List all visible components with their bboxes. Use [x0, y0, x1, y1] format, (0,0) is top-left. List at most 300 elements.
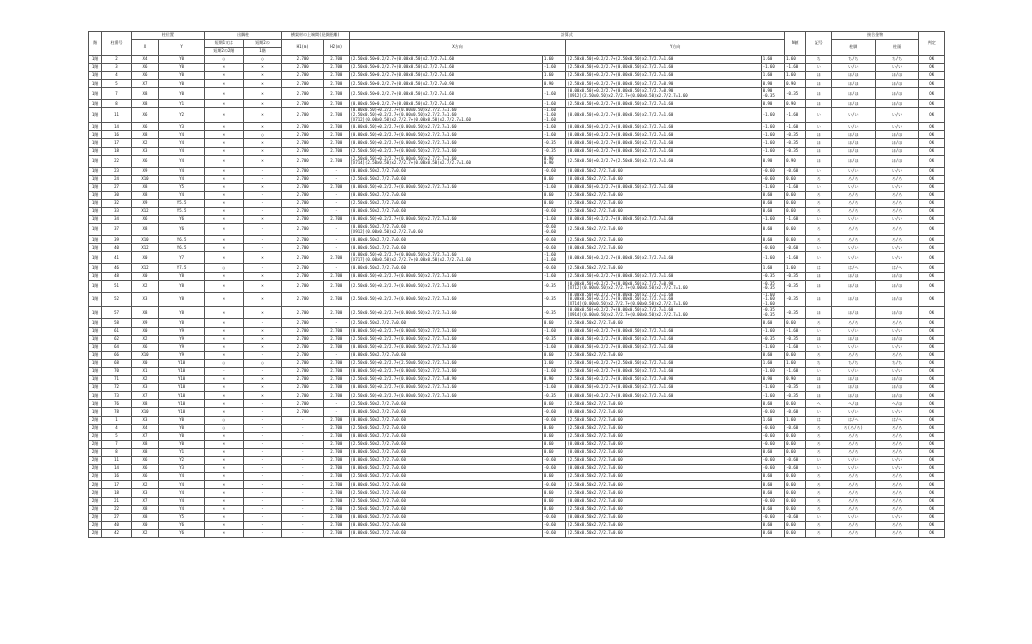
cell-column-no: 8 — [102, 100, 132, 108]
cell-joint-a: ろ/ろ — [831, 473, 875, 481]
cell-n-value: 1.60 — [785, 359, 806, 367]
cell-h2: 2.700 — [324, 368, 349, 376]
table-row — [89, 175, 945, 183]
cell-calc-y — [566, 513, 761, 521]
cell-calc-x-line: (0.00x0.50+0.2/2.7+(0.00x0.50)x2.7/2.7=1.60 — [350, 100, 455, 106]
cell-column-no: 22 — [102, 155, 132, 167]
cell-joint-b: ち/ち — [875, 56, 919, 64]
cell-mark: ろ — [806, 521, 831, 529]
cell-n-value: -0.60 — [785, 244, 806, 252]
cell-h2: 2.700 — [324, 465, 349, 473]
cell-verdict: OK — [919, 72, 945, 80]
cell-pos-y: Y10 — [159, 368, 205, 376]
cell-exit-b: × — [243, 327, 282, 335]
cell-pos-y: Y6.5 — [159, 236, 205, 244]
cell-exit-a: × — [205, 216, 244, 224]
cell-verdict: OK — [919, 200, 945, 208]
cell-calc-x — [349, 208, 542, 216]
table-row — [89, 392, 945, 400]
cell-calc-x — [349, 131, 542, 139]
cell-value-y — [761, 200, 784, 208]
cell-column-no: 37 — [102, 224, 132, 236]
cell-floor: 2階 — [89, 424, 102, 432]
table-row — [89, 319, 945, 327]
cell-n-value: -1.60 — [785, 343, 806, 351]
cell-value-x-line: -0.60 — [543, 481, 556, 487]
cell-value-x-line: 1.60 — [543, 56, 554, 62]
cell-value-y — [761, 216, 784, 224]
cell-value-y-line: -0.60 — [762, 244, 775, 250]
cell-pos-y: Y6.5 — [159, 244, 205, 252]
cell-calc-x — [349, 88, 542, 100]
cell-value-x — [542, 175, 565, 183]
cell-joint-b: い/い — [875, 408, 919, 416]
cell-pos-y: Y4 — [159, 155, 205, 167]
cell-verdict: OK — [919, 392, 945, 400]
cell-exit-a: × — [205, 147, 244, 155]
cell-exit-b: ‐ — [243, 236, 282, 244]
cell-exit-b: ‐ — [243, 448, 282, 456]
table-row — [89, 424, 945, 432]
cell-value-x — [542, 208, 565, 216]
cell-column-no: 30 — [102, 191, 132, 199]
cell-calc-y-line: (2.50x0.50)+0.2/2.7+(0.00x0.50)x2.7/2.7=1.60 — [567, 100, 674, 106]
cell-calc-x — [349, 191, 542, 199]
cell-floor: 1階 — [89, 208, 102, 216]
cell-exit-b: ‐ — [243, 208, 282, 216]
cell-calc-y-line: (2.50x0.50x2.7/2.7=0.60 — [567, 522, 623, 528]
cell-pos-x: X8 — [131, 183, 158, 191]
cell-h1: 2.700 — [282, 88, 324, 100]
cell-calc-y — [566, 200, 761, 208]
table-row — [89, 465, 945, 473]
cell-exit-a: × — [205, 432, 244, 440]
cell-value-x — [542, 64, 565, 72]
cell-exit-a: × — [205, 343, 244, 351]
cell-h1: 2.700 — [282, 72, 324, 80]
table-row — [89, 489, 945, 497]
cell-column-no: 18 — [102, 147, 132, 155]
cell-mark: ろ — [806, 432, 831, 440]
cell-exit-a: ○ — [205, 416, 244, 424]
cell-value-x-line: -1.60 — [543, 216, 556, 222]
cell-calc-y — [566, 465, 761, 473]
cell-h2: 2.700 — [324, 392, 349, 400]
cell-calc-y-line: (0.00x0.50)+0.2/2.7+(0.00x0.50)x2.7/2.7=0.90 — [567, 280, 674, 286]
cell-calc-y — [566, 139, 761, 147]
cell-pos-y: Y5 — [159, 183, 205, 191]
cell-calc-y-line: (2.50x0.50)+0.2/2.7+(0.00x0.50)x2.7/2.7=0.90 — [567, 376, 674, 382]
cell-n-value: -0.60 — [785, 424, 806, 432]
cell-calc-x-line: (0.00x0.50x2.7/2.7=0.60 — [350, 236, 406, 242]
cell-value-x-line: -0.60 — [543, 224, 556, 230]
cell-joint-a: い/い — [831, 216, 875, 224]
cell-n-value: 0.60 — [785, 208, 806, 216]
cell-value-y-line: 0.60 — [762, 522, 773, 528]
cell-calc-y-line: (0.00x0.50x2.7/2.7=0.60 — [567, 449, 623, 455]
cell-verdict: OK — [919, 481, 945, 489]
cell-verdict: OK — [919, 252, 945, 264]
cell-exit-a: × — [205, 175, 244, 183]
cell-column-no: 52 — [102, 292, 132, 307]
cell-calc-y — [566, 521, 761, 529]
cell-floor: 2階 — [89, 521, 102, 529]
table-row — [89, 457, 945, 465]
cell-verdict: OK — [919, 123, 945, 131]
cell-n-value: 0.90 — [785, 155, 806, 167]
cell-column-no: 11 — [102, 108, 132, 123]
cell-value-y — [761, 72, 784, 80]
cell-h2: 2.700 — [324, 123, 349, 131]
cell-value-y-line: 0.90 — [762, 157, 773, 163]
table-row — [89, 376, 945, 384]
cell-mark: ほ — [806, 292, 831, 307]
cell-exit-a: × — [205, 440, 244, 448]
cell-exit-a: × — [205, 319, 244, 327]
cell-h1: 2.700 — [282, 108, 324, 123]
cell-column-no: 23 — [102, 167, 132, 175]
cell-joint-b: ほ/ほ — [875, 72, 919, 80]
table-row — [89, 139, 945, 147]
cell-joint-a: ほ/ほ — [831, 147, 875, 155]
cell-value-x-line: -1.60 — [543, 343, 556, 349]
cell-column-no: 73 — [102, 392, 132, 400]
cell-pos-y: Y7.5 — [159, 264, 205, 272]
cell-h2: 2.700 — [324, 343, 349, 351]
cell-calc-y — [566, 424, 761, 432]
cell-exit-b: ‐ — [243, 264, 282, 272]
cell-calc-y-line: [X712](0.00x0.50)x2.7/2.7+(0.00x0.50)x2.7/2.7=1.60 — [567, 285, 688, 291]
cell-value-y-line: 0.60 — [762, 530, 773, 536]
cell-n-value: 0.60 — [785, 191, 806, 199]
table-row — [89, 155, 945, 167]
cell-value-x-line: 0.60 — [543, 441, 554, 447]
cell-pos-x: X6 — [131, 473, 158, 481]
table-row — [89, 216, 945, 224]
cell-value-y — [761, 440, 784, 448]
cell-value-y-line: -1.60 — [762, 300, 775, 306]
cell-floor: 2階 — [89, 432, 102, 440]
cell-column-no: 41 — [102, 252, 132, 264]
cell-value-x-line: 0.60 — [543, 400, 554, 406]
cell-exit-b: ‐ — [243, 440, 282, 448]
cell-pos-y: Y8 — [159, 307, 205, 319]
cell-value-y-line: 0.60 — [762, 192, 773, 198]
cell-column-no: 78 — [102, 408, 132, 416]
cell-exit-a: × — [205, 100, 244, 108]
cell-calc-x — [349, 392, 542, 400]
cell-column-no: 34 — [102, 216, 132, 224]
cell-value-y — [761, 448, 784, 456]
cell-value-y-line: -0.60 — [762, 457, 775, 463]
cell-calc-x — [349, 236, 542, 244]
cell-calc-x-line: (2.50x0.50x2.7/2.7=0.60 — [350, 200, 406, 206]
header-joint-b: 柱頭 — [875, 40, 919, 56]
cell-verdict: OK — [919, 100, 945, 108]
cell-calc-y-line: (0.00x0.50)+0.2/2.7+(0.00x0.50)x2.7/2.7=1.60 — [567, 139, 674, 145]
cell-calc-x — [349, 167, 542, 175]
cell-calc-y — [566, 80, 761, 88]
cell-exit-a: × — [205, 200, 244, 208]
table-row — [89, 191, 945, 199]
cell-calc-y — [566, 473, 761, 481]
cell-pos-x: X7 — [131, 80, 158, 88]
cell-h1: 2.700 — [282, 264, 324, 272]
cell-column-no: 18 — [102, 489, 132, 497]
table-row — [89, 272, 945, 280]
cell-n-value: 0.60 — [785, 236, 806, 244]
table-body — [89, 56, 945, 538]
header-n-value: N値 — [785, 32, 806, 56]
cell-floor: 1階 — [89, 236, 102, 244]
cell-h1: 2.700 — [282, 236, 324, 244]
cell-calc-x-line: (0.00x0.50)+0.2/2.7+(0.00x0.50)x2.7/2.7=1.60 — [350, 368, 457, 374]
cell-floor: 1階 — [89, 351, 102, 359]
cell-calc-x — [349, 183, 542, 191]
cell-verdict: OK — [919, 147, 945, 155]
cell-h1: 2.700 — [282, 292, 324, 307]
cell-column-no: 40 — [102, 244, 132, 252]
cell-verdict: OK — [919, 457, 945, 465]
cell-h2: 2.700 — [324, 473, 349, 481]
cell-value-y-line: 0.60 — [762, 200, 773, 206]
cell-verdict: OK — [919, 175, 945, 183]
cell-n-value: 0.60 — [785, 448, 806, 456]
cell-pos-x: X10 — [131, 408, 158, 416]
cell-exit-a: × — [205, 236, 244, 244]
cell-h2: 2.700 — [324, 335, 349, 343]
cell-mark: ろ — [806, 529, 831, 537]
cell-calc-y-line: (0.00x0.50)+0.2/2.7+(0.00x0.50)x2.7/2.7=1.60 — [567, 296, 674, 302]
cell-joint-b: へ/ほ — [875, 400, 919, 408]
table-row — [89, 351, 945, 359]
cell-calc-y — [566, 264, 761, 272]
cell-exit-b: × — [243, 183, 282, 191]
cell-h1: 2.700 — [282, 123, 324, 131]
cell-pos-y: Y6 — [159, 224, 205, 236]
cell-value-y-line: -0.60 — [762, 497, 775, 503]
cell-column-no: 2 — [102, 56, 132, 64]
cell-h1: 2.700 — [282, 307, 324, 319]
cell-h2: 2.700 — [324, 376, 349, 384]
cell-pos-y: Y0 — [159, 72, 205, 80]
cell-pos-x: X8 — [131, 513, 158, 521]
cell-joint-a: ろ/ろ — [831, 200, 875, 208]
cell-calc-x — [349, 123, 542, 131]
cell-h2: 2.700 — [324, 64, 349, 72]
cell-calc-x — [349, 244, 542, 252]
header-exit-b: 短期2の — [243, 40, 282, 48]
cell-calc-y — [566, 432, 761, 440]
cell-pos-y: Y3 — [159, 123, 205, 131]
cell-h1: ‐ — [282, 440, 324, 448]
cell-joint-b: い/い — [875, 343, 919, 351]
cell-value-y — [761, 424, 784, 432]
cell-pos-y: Y6 — [159, 521, 205, 529]
cell-calc-y — [566, 351, 761, 359]
cell-joint-a: ろ/ろ — [831, 440, 875, 448]
cell-calc-x-line: (2.50x0.50)+0.2/2.7+(0.00x0.50)x2.7/2.7=1.60 — [350, 147, 457, 153]
cell-value-y-line: 0.60 — [762, 449, 773, 455]
cell-calc-x-line: (2.50x0.50x2.7/2.7=0.60 — [350, 424, 406, 430]
cell-calc-x — [349, 448, 542, 456]
cell-value-y — [761, 175, 784, 183]
cell-calc-y — [566, 131, 761, 139]
cell-value-x — [542, 384, 565, 392]
calculation-table — [88, 31, 945, 538]
cell-exit-a: × — [205, 252, 244, 264]
cell-exit-b: × — [243, 64, 282, 72]
cell-floor: 1階 — [89, 80, 102, 88]
cell-calc-x-line: [X712](0.00x0.50)x2.7/2.7+(0.00x0.50)x2.7/2.7=1.60 — [350, 116, 471, 122]
cell-value-y-line: -0.60 — [762, 465, 775, 471]
cell-h1: ‐ — [282, 448, 324, 456]
cell-pos-y: Y4 — [159, 131, 205, 139]
cell-calc-x-line: (0.00x0.50x2.7/2.7=0.60 — [350, 208, 406, 214]
cell-exit-a: × — [205, 457, 244, 465]
cell-value-y-line: -1.60 — [762, 327, 775, 333]
cell-value-x-line: 0.60 — [543, 200, 554, 206]
cell-joint-a: ろ/ろ — [831, 481, 875, 489]
cell-joint-a: い/い — [831, 252, 875, 264]
cell-exit-a: × — [205, 183, 244, 191]
cell-exit-b: ‐ — [243, 489, 282, 497]
cell-calc-x — [349, 408, 542, 416]
cell-h2: 2.700 — [324, 457, 349, 465]
cell-column-no: 62 — [102, 335, 132, 343]
cell-column-no: 58 — [102, 319, 132, 327]
cell-floor: 2階 — [89, 440, 102, 448]
cell-value-y-line: 0.90 — [762, 100, 773, 106]
cell-value-x — [542, 224, 565, 236]
cell-h1: 2.700 — [282, 147, 324, 155]
cell-n-value: -1.60 — [785, 368, 806, 376]
cell-calc-x — [349, 457, 542, 465]
cell-calc-y-line: [X914](0.00x0.50)x2.7/2.7+(0.00x0.50)x2.7/2.7=1.60 — [567, 311, 688, 317]
cell-verdict: OK — [919, 64, 945, 72]
cell-pos-x: X6 — [131, 108, 158, 123]
cell-column-no: 33 — [102, 208, 132, 216]
cell-value-x — [542, 505, 565, 513]
cell-pos-x: X3 — [131, 384, 158, 392]
cell-value-x-line: -0.60 — [543, 465, 556, 471]
cell-pos-x: X9 — [131, 167, 158, 175]
table-row — [89, 208, 945, 216]
cell-n-value: -0.35 — [785, 307, 806, 319]
cell-calc-x-line: (0.00x0.50)+0.2/2.7+(0.00x0.50)x2.7/2.7=1.60 — [350, 216, 457, 222]
cell-floor: 1階 — [89, 167, 102, 175]
cell-h2: ‐ — [324, 319, 349, 327]
cell-value-y — [761, 244, 784, 252]
cell-calc-x — [349, 432, 542, 440]
cell-pos-x: X3 — [131, 292, 158, 307]
cell-calc-y — [566, 497, 761, 505]
cell-n-value: -0.35 — [785, 88, 806, 100]
table-row — [89, 147, 945, 155]
cell-column-no: 71 — [102, 376, 132, 384]
cell-calc-x — [349, 400, 542, 408]
cell-joint-b: い/い — [875, 123, 919, 131]
cell-h1: 2.700 — [282, 200, 324, 208]
cell-column-no: 8 — [102, 448, 132, 456]
cell-value-y-line: -0.35 — [762, 307, 775, 313]
cell-calc-y-line: (2.50x0.50x2.7/2.7=0.60 — [567, 226, 623, 232]
cell-exit-b: ‐ — [243, 521, 282, 529]
cell-exit-a: × — [205, 139, 244, 147]
cell-calc-y-line: [X912](2.50x0.50)x2.7/2.7+(0.00x0.50)x2.7/2.7=1.60 — [567, 92, 688, 98]
cell-pos-x: X6 — [131, 64, 158, 72]
cell-verdict: OK — [919, 80, 945, 88]
cell-value-x-line: -1.60 — [543, 272, 556, 278]
cell-value-x-line: -0.60 — [543, 228, 556, 234]
cell-exit-b: ‐ — [243, 497, 282, 505]
cell-verdict: OK — [919, 489, 945, 497]
cell-value-y-line: 0.60 — [762, 319, 773, 325]
cell-calc-x-line: (0.00x0.50x2.7/2.7=0.60 — [350, 530, 406, 536]
cell-calc-x — [349, 80, 542, 88]
table-row — [89, 384, 945, 392]
cell-floor: 1階 — [89, 175, 102, 183]
cell-value-y-line: -0.35 — [762, 335, 775, 341]
cell-verdict: OK — [919, 465, 945, 473]
header-exit-b2: 1階 — [243, 48, 282, 56]
cell-pos-y: Y10 — [159, 400, 205, 408]
cell-pos-x: X8 — [131, 191, 158, 199]
cell-floor: 1階 — [89, 307, 102, 319]
cell-joint-a: い/い — [831, 465, 875, 473]
cell-joint-a: ろ/ろ — [831, 351, 875, 359]
cell-calc-y — [566, 216, 761, 224]
cell-pos-y: Y0 — [159, 80, 205, 88]
cell-value-x — [542, 88, 565, 100]
cell-mark: ほ — [806, 376, 831, 384]
cell-n-value: -0.35 — [785, 292, 806, 307]
cell-exit-a: × — [205, 80, 244, 88]
cell-calc-y — [566, 147, 761, 155]
cell-mark: ろ — [806, 319, 831, 327]
cell-verdict: OK — [919, 319, 945, 327]
cell-calc-y — [566, 88, 761, 100]
cell-calc-x-line: (0.00x0.50x2.7/2.7=0.60 — [350, 481, 406, 487]
cell-h2: 2.700 — [324, 529, 349, 537]
cell-floor: 1階 — [89, 224, 102, 236]
cell-calc-x — [349, 384, 542, 392]
cell-calc-y — [566, 292, 761, 307]
cell-exit-a: × — [205, 244, 244, 252]
header-h1: H1(m) — [282, 40, 324, 56]
cell-value-y — [761, 521, 784, 529]
cell-value-y-line: 0.60 — [762, 505, 773, 511]
cell-pos-x: X0 — [131, 327, 158, 335]
table-row — [89, 123, 945, 131]
cell-joint-a: い/い — [831, 167, 875, 175]
table-row — [89, 359, 945, 367]
cell-value-x-line: -1.60 — [543, 327, 556, 333]
cell-h2: ‐ — [324, 244, 349, 252]
cell-calc-x-line: [X912](0.00x0.50)x2.7/2.7=0.60 — [350, 228, 423, 234]
cell-value-x-line: 0.60 — [543, 497, 554, 503]
cell-value-y — [761, 236, 784, 244]
cell-value-x-line: -0.35 — [543, 139, 556, 145]
cell-exit-b: ‐ — [243, 473, 282, 481]
cell-value-y-line: -1.60 — [762, 216, 775, 222]
cell-mark: い — [806, 465, 831, 473]
cell-h2: 2.700 — [324, 521, 349, 529]
cell-pos-y: Y1 — [159, 100, 205, 108]
table-row — [89, 72, 945, 80]
cell-value-x — [542, 343, 565, 351]
cell-joint-a: い/い — [831, 408, 875, 416]
